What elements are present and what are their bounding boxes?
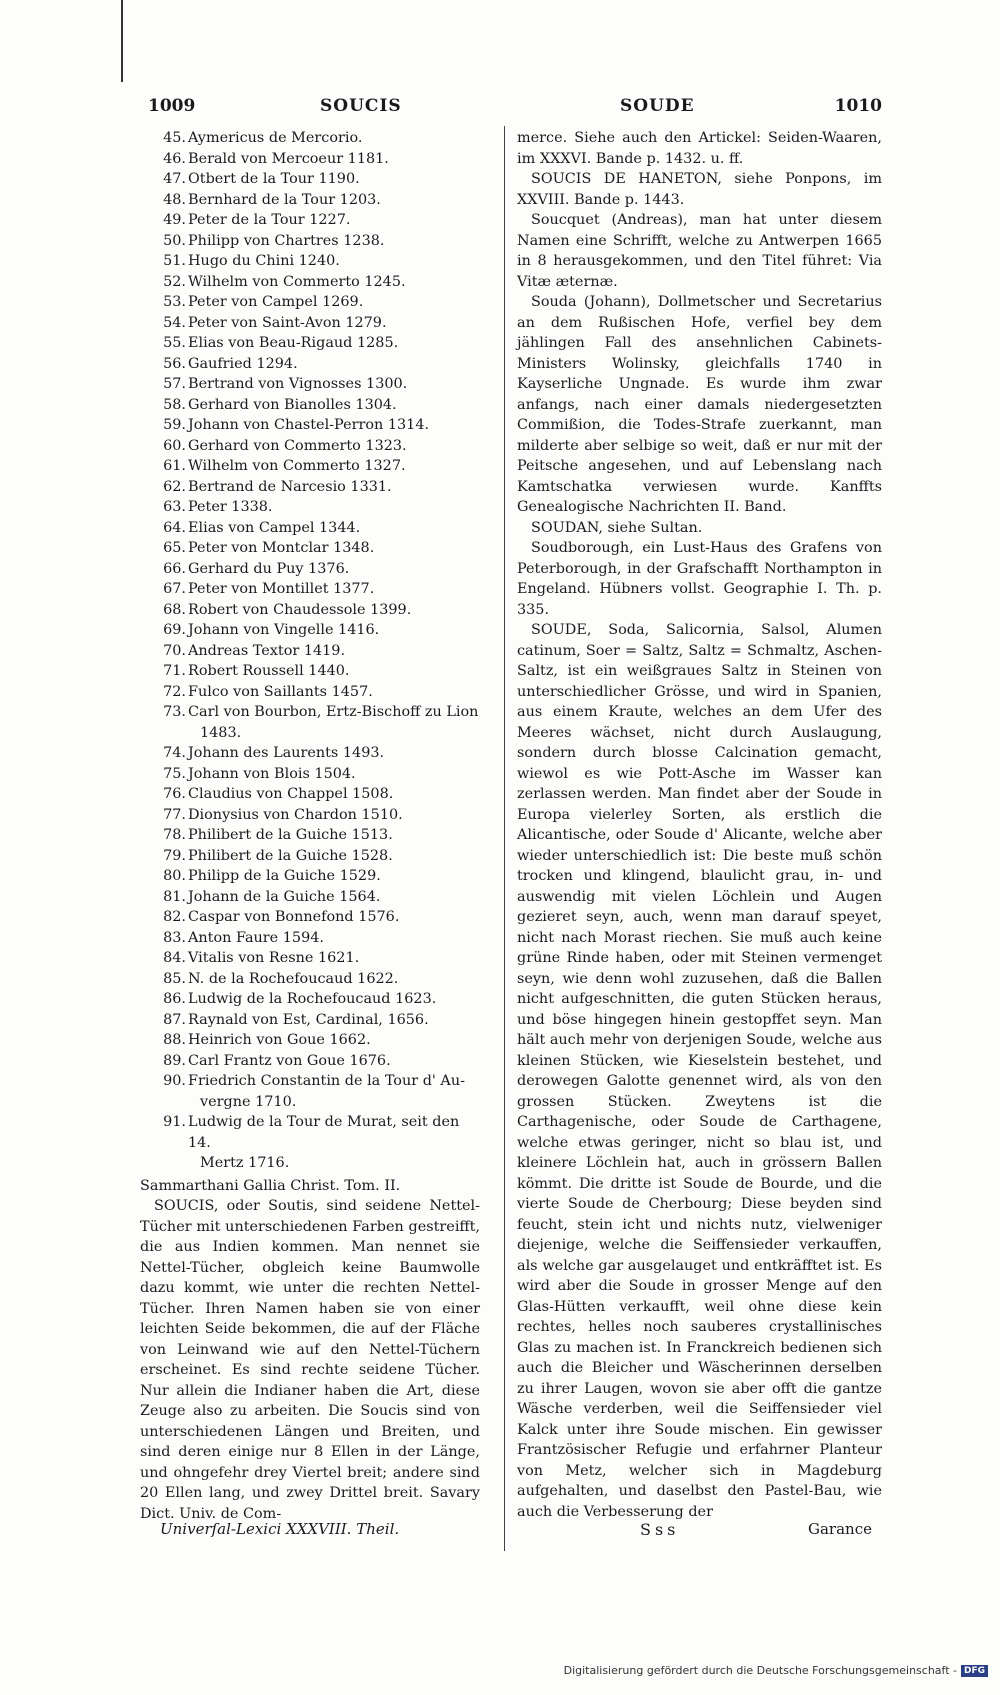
- entry-soucis-de-haneton: SOUCIS DE HANETON, siehe Ponpons, im XXVIII. Bande p. 1443.: [517, 171, 882, 208]
- list-number: 52.: [163, 273, 186, 290]
- list-text: Philipp de la Guiche 1529.: [188, 868, 381, 884]
- list-number: 45.: [163, 130, 186, 146]
- list-item: [140, 948, 480, 969]
- list-item: [140, 313, 480, 334]
- page-header: [140, 96, 882, 120]
- list-text: Otbert de la Tour 1190.: [188, 171, 360, 187]
- entry-merce: merce. Siehe auch den Artickel: Seiden-Waaren, im XXXVI. Bande p. 1432. u. ff.: [517, 130, 882, 167]
- list-item: [140, 559, 480, 580]
- list-text: Andreas Textor 1419.: [188, 642, 346, 659]
- list-number: 86.: [163, 991, 186, 1007]
- gutter-rule: [121, 0, 123, 82]
- dfg-logo: DFG: [961, 1665, 988, 1677]
- list-item: [140, 128, 480, 149]
- list-item: [140, 1112, 480, 1174]
- digitization-credit: [564, 1664, 988, 1677]
- list-number: 68.: [163, 601, 186, 618]
- list-text: Bertrand de Narcesio 1331.: [188, 478, 392, 495]
- list-item: [140, 764, 480, 785]
- list-text: Peter von Saint-Avon 1279.: [188, 314, 387, 331]
- list-text: Robert Roussell 1440.: [188, 663, 350, 679]
- list-text: Johann von Vingelle 1416.: [188, 622, 380, 638]
- list-text: Philibert de la Guiche 1513.: [188, 827, 393, 843]
- list-text: Robert von Chaudessole 1399.: [188, 601, 412, 618]
- list-number: 88.: [163, 1032, 186, 1048]
- digitization-text: Digitalisierung gefördert durch die Deutsche Forschungsgemeinschaft -: [563, 1664, 957, 1677]
- bishop-list: [140, 128, 480, 1174]
- source-citation: Sammarthani Gallia Christ. Tom. II.: [140, 1177, 401, 1194]
- list-item: [140, 661, 480, 682]
- list-item: [140, 374, 480, 395]
- list-item: [140, 866, 480, 887]
- list-item: [140, 641, 480, 662]
- list-item: [140, 1010, 480, 1031]
- list-item: [140, 825, 480, 846]
- list-number: 81.: [163, 888, 186, 905]
- list-item: [140, 251, 480, 272]
- list-number: 91.: [163, 1114, 186, 1130]
- list-text: Gaufried 1294.: [188, 355, 298, 372]
- list-text: Peter von Montclar 1348.: [188, 540, 375, 556]
- list-number: 69.: [163, 622, 186, 638]
- list-item: [140, 395, 480, 416]
- list-text: Gerhard von Commerto 1323.: [188, 437, 407, 454]
- list-text: Peter von Campel 1269.: [188, 294, 364, 310]
- list-text: Carl von Bourbon, Ertz-Bischoff zu Lion: [188, 704, 479, 720]
- list-number: 63.: [163, 499, 186, 515]
- entry-soude: SOUDE, Soda, Salicornia, Salsol, Alumen catinum, Soer = Saltz, Saltz = Schmaltz, Aschen-Saltz, ist ein weißgraues Saltz in Steinen von unterschiedlicher Grösse, und wird in Spanien, aus einem Kraute, welches an dem Ufer des Meeres wächset, nicht durch Auslaugung, sondern durch blosse Calcination gemacht, wiewol es wie Pott-Asche im Wasser kan zerlassen werden. Man findet aber der Soude in Europa vielerley Sorten, als erstlich die Alicantische, oder Soude d' Alicante, welche aber wieder unterschiedlich ist: Die beste muß schön trocken und klingend, blaulicht grau, in- und auswendig mit vielen Löchlein und Augen gezieret seyn, auch, wenn man darauf speyet, nicht nach Morast riechen. Sie muß auch keine grüne Rinde haben, oder mit Steinen vermenget seyn, wie denn wohl zuzusehen, daß die Ballen nicht aufgeschnitten, die guten Stücken heraus, und böse hingegen hinein gestopffet seyn. Man hält auch mehr von derjenigen Soude, welche aus kleinen Stücken, wie Kieselstein bestehet, und derowegen Galotte genennet wird, als von den grossen Stücken. Zweytens ist die Carthagenische, oder Soude de Carthagene, welche etwas geringer, nicht so blau ist, und kleinere Löchlein hat, auch in grössern Ballen kömmt. Die dritte ist Soude de Bourde, und die vierte Soude de Cherbourg; Diese beyden sind feucht, stein icht und nichts nutz, vielweniger diejenige, welche die Seiffensieder verkauffen, als welche gar ausgelauget und entkräfftet ist. Es wird aber die Soude in grosser Menge auf den Glas-Hütten verkaufft, weil ohne diese kein rechtes, helles noch sauberes crystallinisches Glas zu machen ist. In Franckreich bedienen sich auch die Bleicher und Wäscherinnen derselben zu ihrer Laugen, wovon sie aber offt die gantze Wäsche verderben, weil die Seiffensieder viel Kalck unter ihre Soude mischen. Ein gewisser Frantzösischer Refugie und erfahrner Planteur von Metz, welcher sich in Magdeburg aufgehalten, und daselbst den Pastel-Bau, wie auch die Verbesserung der: [517, 622, 882, 1520]
- list-number: 76.: [163, 786, 186, 802]
- list-text: N. de la Rochefoucaud 1622.: [188, 970, 399, 987]
- list-text: Hugo du Chini 1240.: [188, 253, 340, 269]
- list-item: [140, 456, 480, 477]
- list-number: 66.: [163, 560, 186, 577]
- list-text: Peter 1338.: [188, 499, 273, 515]
- list-text: Dionysius von Chardon 1510.: [188, 806, 403, 823]
- list-text: Caspar von Bonnefond 1576.: [188, 909, 400, 925]
- list-item: [140, 928, 480, 949]
- list-number: 53.: [163, 294, 186, 310]
- list-text: Peter de la Tour 1227.: [188, 212, 351, 228]
- list-text-continued: 1483.: [200, 724, 242, 741]
- list-text: Johann des Laurents 1493.: [188, 745, 385, 761]
- list-number: 56.: [163, 355, 186, 372]
- list-number: 79.: [163, 847, 186, 864]
- list-number: 57.: [163, 376, 186, 392]
- list-number: 60.: [163, 437, 186, 454]
- list-text: Peter von Montillet 1377.: [188, 581, 375, 597]
- signature-line: Univerſal-Lexici XXXVIII. Theil.: [160, 1520, 400, 1538]
- list-item: [140, 682, 480, 703]
- list-text: Ludwig de la Tour de Murat, seit den 14.: [188, 1114, 460, 1151]
- list-number: 82.: [163, 909, 186, 925]
- list-number: 73.: [163, 704, 186, 720]
- list-item: [140, 538, 480, 559]
- entry-soudan: SOUDAN, siehe Sultan.: [531, 519, 703, 536]
- catchword: Garance: [808, 1520, 872, 1538]
- list-item: [140, 149, 480, 170]
- list-text: Wilhelm von Commerto 1245.: [188, 273, 406, 290]
- list-text: Elias von Beau-Rigaud 1285.: [188, 335, 399, 351]
- list-item: [140, 969, 480, 990]
- page-number-right: 1010: [834, 96, 882, 116]
- list-text: Raynald von Est, Cardinal, 1656.: [188, 1011, 429, 1028]
- list-item: [140, 846, 480, 867]
- list-item: [140, 415, 480, 436]
- list-number: 54.: [163, 314, 186, 331]
- list-text: Heinrich von Goue 1662.: [188, 1032, 371, 1048]
- list-text: Fulco von Saillants 1457.: [188, 683, 373, 700]
- list-item: [140, 477, 480, 498]
- list-number: 64.: [163, 519, 186, 536]
- list-number: 59.: [163, 417, 186, 433]
- entry-soucquet: Soucquet (Andreas), man hat unter diesem Namen eine Schrifft, welche zu Antwerpen 1665 in 8 herausgekommen, und den Titel führet: Via Vitæ æternæ.: [517, 212, 882, 290]
- column-divider: [504, 126, 505, 1551]
- signature-mark: Sss: [640, 1520, 680, 1539]
- list-number: 84.: [163, 950, 186, 966]
- list-number: 50.: [163, 232, 186, 249]
- list-number: 80.: [163, 868, 186, 884]
- list-text: Philibert de la Guiche 1528.: [188, 847, 393, 864]
- left-column: [140, 128, 480, 1524]
- list-item: [140, 989, 480, 1010]
- list-number: 89.: [163, 1052, 186, 1069]
- list-text: Bertrand von Vignosses 1300.: [188, 376, 408, 392]
- list-text: Claudius von Chappel 1508.: [188, 786, 394, 802]
- list-item: [140, 887, 480, 908]
- list-text: Johann de la Guiche 1564.: [188, 888, 381, 905]
- list-item: [140, 600, 480, 621]
- list-number: 75.: [163, 765, 186, 782]
- list-text: Philipp von Chartres 1238.: [188, 232, 385, 249]
- list-number: 58.: [163, 396, 186, 413]
- list-item: [140, 292, 480, 313]
- list-item: [140, 620, 480, 641]
- list-item: [140, 907, 480, 928]
- running-keyword-left: SOUCIS: [320, 96, 402, 116]
- list-number: 48.: [163, 191, 186, 208]
- list-item: [140, 702, 480, 743]
- list-number: 62.: [163, 478, 186, 495]
- list-item: [140, 210, 480, 231]
- list-item: [140, 1051, 480, 1072]
- list-number: 70.: [163, 642, 186, 659]
- list-number: 87.: [163, 1011, 186, 1028]
- list-number: 67.: [163, 581, 186, 597]
- list-number: 71.: [163, 663, 186, 679]
- list-item: [140, 169, 480, 190]
- list-number: 83.: [163, 929, 186, 946]
- list-item: [140, 354, 480, 375]
- list-item: [140, 579, 480, 600]
- list-number: 47.: [163, 171, 186, 187]
- list-item: [140, 497, 480, 518]
- list-item: [140, 1030, 480, 1051]
- list-item: [140, 784, 480, 805]
- list-text: Johann von Blois 1504.: [188, 765, 356, 782]
- list-number: 85.: [163, 970, 186, 987]
- list-text: Aymericus de Mercorio.: [188, 130, 363, 146]
- list-number: 72.: [163, 683, 186, 700]
- list-number: 77.: [163, 806, 186, 823]
- list-text: Bernhard de la Tour 1203.: [188, 191, 381, 208]
- list-text: Gerhard du Puy 1376.: [188, 560, 350, 577]
- list-number: 74.: [163, 745, 186, 761]
- list-item: [140, 743, 480, 764]
- list-text: Ludwig de la Rochefoucaud 1623.: [188, 991, 437, 1007]
- list-item: [140, 518, 480, 539]
- list-number: 61.: [163, 458, 186, 474]
- list-item: [140, 1071, 480, 1112]
- running-keyword-right: SOUDE: [620, 96, 695, 116]
- list-number: 55.: [163, 335, 186, 351]
- list-number: 78.: [163, 827, 186, 843]
- page-number-left: 1009: [148, 96, 196, 116]
- list-number: 46.: [163, 150, 186, 167]
- list-item: [140, 231, 480, 252]
- list-item: [140, 190, 480, 211]
- list-text: Wilhelm von Commerto 1327.: [188, 458, 406, 474]
- list-item: [140, 333, 480, 354]
- list-item: [140, 805, 480, 826]
- list-text: Elias von Campel 1344.: [188, 519, 361, 536]
- list-text-continued: vergne 1710.: [200, 1093, 297, 1110]
- entry-soucis: SOUCIS, oder Soutis, sind seidene Nettel-Tücher mit unterschiedenen Farben gestreifft, die aus Indien kommen. Man nennet sie Nettel-Tücher, obgleich keine Baumwolle dazu kommt, wie unter die rechten Nettel-Tücher. Ihren Namen haben sie von einer leichten Seide bekommen, die auf der Fläche von Leinwand wie auf den Nettel-Tüchern erscheinet. Es sind rechte seidene Tücher. Nur allein die Indianer haben die Art, diese Zeuge also zu arbeiten. Die Soucis sind von unterschiedenen Längen und Breiten, und sind deren einige nur 8 Ellen in der Länge, und ohngefehr drey Viertel breit; andere sind 20 Ellen lang, und zwey Drittel breit. Savary Dict. Univ. de Com-: [140, 1198, 480, 1522]
- list-number: 65.: [163, 540, 186, 556]
- list-text: Vitalis von Resne 1621.: [188, 950, 360, 966]
- list-text-continued: Mertz 1716.: [200, 1155, 290, 1171]
- list-item: [140, 272, 480, 293]
- list-text: Berald von Mercoeur 1181.: [188, 150, 389, 167]
- list-text: Gerhard von Bianolles 1304.: [188, 396, 397, 413]
- list-text: Friedrich Constantin de la Tour d' Au-: [188, 1073, 465, 1089]
- list-text: Anton Faure 1594.: [188, 929, 324, 946]
- list-number: 49.: [163, 212, 186, 228]
- list-number: 51.: [163, 253, 186, 269]
- list-item: [140, 436, 480, 457]
- list-text: Johann von Chastel-Perron 1314.: [188, 417, 430, 433]
- right-column: [517, 128, 882, 1522]
- list-number: 90.: [163, 1073, 186, 1089]
- entry-souda: Souda (Johann), Dollmetscher und Secretarius an dem Rußischen Hofe, verfiel bey dem jählingen Fall des ansehnlichen Cabinets-Ministers Wolinsky, gleichfalls 1740 in Kayserliche Ungnade. Es wurde ihm zwar anfangs, nach einer damals niedergesetzten Commißion, die Todes-Strafe zuerkannt, man milderte aber selbige so weit, daß er nur mit der Peitsche angesehen, und auf Lebenslang nach Kamtschatka verwiesen wurde. Kanffts Genealogische Nachrichten II. Band.: [517, 294, 882, 515]
- entry-soudborough: Soudborough, ein Lust-Haus des Grafens von Peterborough, in der Grafschafft Northampton in Engeland. Hübners vollst. Geographie I. Th. p. 335.: [517, 540, 882, 618]
- list-text: Carl Frantz von Goue 1676.: [188, 1052, 391, 1069]
